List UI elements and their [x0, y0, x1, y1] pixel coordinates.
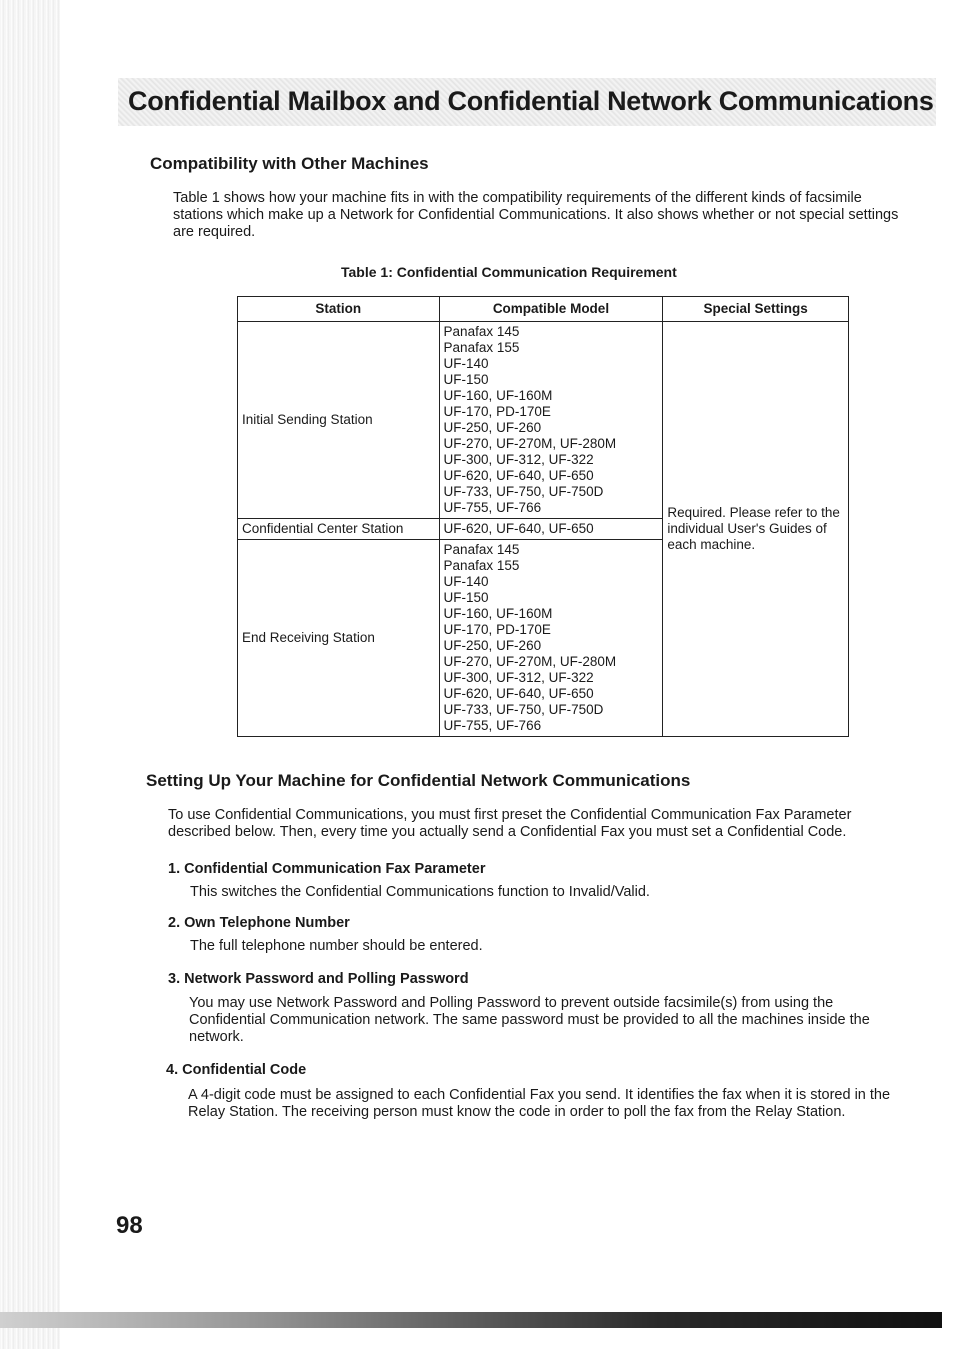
- model-item: UF-733, UF-750, UF-750D: [443, 702, 604, 717]
- model-item: UF-160, UF-160M: [443, 388, 553, 403]
- model-list: [444, 542, 659, 734]
- scan-bottom-edge: [0, 1312, 942, 1328]
- model-item: UF-755, UF-766: [443, 500, 542, 515]
- model-item: UF-620, UF-640, UF-650: [443, 686, 594, 701]
- model-item: UF-150: [443, 372, 489, 387]
- station-cell: End Receiving Station: [238, 540, 440, 737]
- table-caption: Table 1: Confidential Communication Requirement: [341, 264, 677, 280]
- table-row: [238, 322, 849, 519]
- model-item: UF-270, UF-270M, UF-280M: [443, 436, 617, 451]
- item-title: 4. Confidential Code: [166, 1062, 307, 1078]
- item-text: You may use Network Password and Polling Password to prevent outside facsimile(s) from using the Confidential Communication network. The same password must be provided to all the machines inside the network.: [189, 995, 870, 1045]
- compatibility-heading: Compatibility with Other Machines: [150, 154, 429, 173]
- scan-binding-edge: [0, 0, 60, 1349]
- model-item: UF-160, UF-160M: [443, 606, 553, 621]
- header-station: Station: [238, 297, 440, 322]
- page-title: Confidential Mailbox and Confidential Network Communications: [128, 86, 934, 116]
- table-header-row: [238, 297, 849, 322]
- model-list: [444, 521, 659, 537]
- item-title: 3. Network Password and Polling Password: [168, 971, 469, 987]
- item-title: 1. Confidential Communication Fax Parameter: [168, 861, 486, 877]
- model-item: Panafax 145: [443, 324, 520, 339]
- setup-heading: Setting Up Your Machine for Confidential Network Communications: [146, 771, 691, 790]
- models-cell: [439, 322, 663, 519]
- setup-intro: To use Confidential Communications, you must first preset the Confidential Communication Fax Parameter described below. Then, every time you actually send a Confidential Fax you must set a Confidential Code.: [168, 807, 852, 840]
- model-item: UF-170, PD-170E: [443, 404, 551, 419]
- item-text: A 4-digit code must be assigned to each Confidential Fax you send. It identifies the fax when it is stored in the Relay Station. The receiving person must know the code in order to poll the fax from the Relay Station.: [188, 1087, 891, 1120]
- special-settings-cell: Required. Please refer to the individual User's Guides of each machine.: [663, 322, 849, 737]
- model-item: Panafax 155: [443, 558, 520, 573]
- models-cell: [439, 540, 663, 737]
- model-item: UF-300, UF-312, UF-322: [443, 452, 594, 467]
- model-item: UF-250, UF-260: [443, 420, 542, 435]
- model-item: UF-250, UF-260: [443, 638, 542, 653]
- compatibility-intro: Table 1 shows how your machine fits in with the compatibility requirements of the different kinds of facsimile stations which make up a Network for Confidential Communications. It also shows whether or not special settings are required.: [173, 190, 899, 240]
- station-cell: Initial Sending Station: [238, 322, 440, 519]
- item-title: 2. Own Telephone Number: [168, 915, 350, 931]
- model-item: Panafax 155: [443, 340, 520, 355]
- model-item: Panafax 145: [443, 542, 520, 557]
- model-item: UF-140: [443, 574, 489, 589]
- model-item: UF-140: [443, 356, 489, 371]
- page-number: 98: [116, 1212, 143, 1239]
- model-item: UF-620, UF-640, UF-650: [443, 468, 594, 483]
- models-cell: [439, 519, 663, 540]
- model-list: [444, 324, 659, 516]
- model-item: UF-620, UF-640, UF-650: [443, 521, 594, 536]
- model-item: UF-150: [443, 590, 489, 605]
- model-item: UF-270, UF-270M, UF-280M: [443, 654, 617, 669]
- station-cell: Confidential Center Station: [238, 519, 440, 540]
- model-item: UF-300, UF-312, UF-322: [443, 670, 594, 685]
- model-item: UF-755, UF-766: [443, 718, 542, 733]
- model-item: UF-733, UF-750, UF-750D: [443, 484, 604, 499]
- requirement-table: [237, 296, 849, 737]
- item-text: This switches the Confidential Communications function to Invalid/Valid.: [190, 884, 650, 900]
- item-text: The full telephone number should be entered.: [190, 938, 483, 954]
- header-compatible-model: Compatible Model: [439, 297, 663, 322]
- model-item: UF-170, PD-170E: [443, 622, 551, 637]
- header-special-settings: Special Settings: [663, 297, 849, 322]
